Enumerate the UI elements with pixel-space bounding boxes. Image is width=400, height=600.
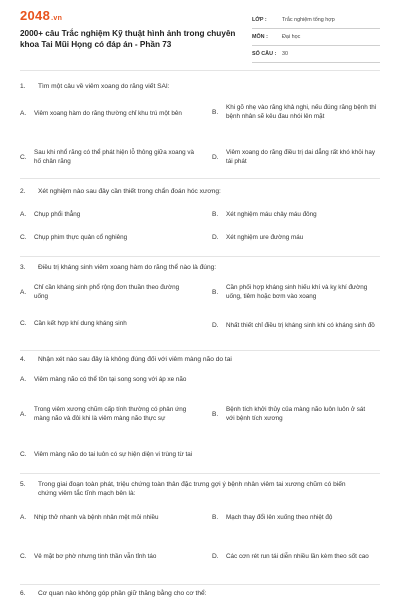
question-number: 6.: [20, 590, 26, 597]
answer-option-b[interactable]: [212, 402, 380, 428]
option-letter: B.: [212, 288, 219, 296]
answer-option-a[interactable]: [20, 210, 212, 220]
question-number: 1.: [20, 83, 26, 90]
question-number: 3.: [20, 264, 26, 271]
question-stem: Điều trị kháng sinh viêm xoang hàm do răng thể nào là đúng:: [38, 264, 217, 271]
answer-option-b[interactable]: [212, 280, 380, 306]
option-letter: D.: [212, 552, 219, 560]
question-text: [20, 589, 380, 598]
question-number: 5.: [20, 481, 26, 488]
option-letter: A.: [20, 375, 27, 383]
meta-key: LỚP :: [252, 17, 267, 23]
option-text: Chỉ cần kháng sinh phổ rộng đơn thuần theo đường uống: [34, 284, 180, 300]
option-letter: B.: [212, 513, 219, 521]
option-letter: B.: [212, 108, 219, 116]
option-text: Sau khi nhổ răng có thể phát hiện lỗ thông giữa xoang và hố chân răng: [34, 149, 195, 165]
question-stem: Xét nghiệm nào sau đây cần thiết trong chẩn đoán hóc xương:: [38, 188, 221, 195]
option-text: Viêm màng não do tai luôn có sự hiện diện vi trùng từ tai: [34, 450, 193, 458]
option-letter: B.: [212, 210, 219, 218]
option-text: Chụp phim thực quản cổ nghiêng: [34, 233, 128, 241]
question-text: [20, 355, 380, 364]
option-letter: D.: [212, 321, 219, 329]
answer-option-c[interactable]: [20, 233, 212, 243]
site-logo[interactable]: 2048.vn: [20, 8, 63, 23]
answer-option-c[interactable]: [20, 545, 212, 569]
divider: [20, 256, 380, 257]
option-text: Nhịp thở nhanh và bệnh nhân mệt mỏi nhiều: [34, 513, 159, 521]
meta-value: Đại học: [282, 34, 301, 40]
answer-option-c[interactable]: [20, 319, 212, 329]
option-text: Cần kết hợp khí dung kháng sinh: [34, 319, 127, 327]
option-letter: A.: [20, 288, 27, 296]
meta-key: SỐ CÂU :: [252, 51, 277, 57]
meta-row-subject: [252, 29, 380, 46]
question-number: 2.: [20, 188, 26, 195]
option-text: Cần phối hợp kháng sinh hiếu khí và kỵ khí đường uống, tiêm hoặc bơm vào xoang: [226, 284, 368, 300]
option-letter: C.: [20, 450, 27, 458]
option-text: Các cơn rét run tái diễn nhiều lần kèm theo sốt cao: [226, 552, 369, 560]
divider: [20, 178, 380, 179]
answer-option-a-alt[interactable]: [20, 397, 212, 433]
answer-option-b[interactable]: [212, 210, 380, 220]
option-text: Nhất thiết chỉ điều trị kháng sinh khi có kháng sinh đồ: [226, 321, 375, 329]
question-stem: Trong giai đoạn toàn phát, triệu chứng toàn thân đặc trưng gợi ý bệnh nhân viêm tai xương chũm có biến chứng viêm tắc tĩnh mạch bên là:: [38, 481, 346, 497]
option-text: Viêm xoang hàm do răng thường chỉ khu trú một bên: [34, 109, 182, 117]
option-letter: C.: [20, 319, 27, 327]
question-text: [20, 480, 380, 498]
option-letter: C.: [20, 233, 27, 241]
document-header: [0, 0, 400, 62]
answer-option-b[interactable]: [212, 96, 380, 130]
question-stem: Cơ quan nào không góp phần giữ thăng bằng cho cơ thể:: [38, 590, 207, 597]
option-text: Chụp phổi thẳng: [34, 210, 81, 218]
question-stem: Nhận xét nào sau đây là không đúng đối với viêm màng não do tai: [38, 356, 232, 363]
option-text: Xét nghiệm máu chảy máu đông: [226, 210, 317, 218]
answer-option-a[interactable]: [20, 375, 380, 385]
answer-option-d[interactable]: [212, 146, 380, 170]
option-letter: A.: [20, 109, 27, 117]
answer-option-a[interactable]: [20, 100, 200, 128]
answer-option-a[interactable]: [20, 280, 212, 306]
question-number: 4.: [20, 356, 26, 363]
option-letter: A.: [20, 513, 27, 521]
option-letter: D.: [212, 233, 219, 241]
option-text: Trong viêm xương chũm cấp tính thường có phản ứng màng não và đôi khi là viêm màng não thực sự: [34, 406, 187, 422]
divider: [20, 350, 380, 351]
meta-row-class: [252, 12, 380, 29]
meta-value: Trắc nghiệm tổng hợp: [282, 17, 335, 23]
answer-option-d[interactable]: [212, 314, 380, 338]
option-letter: A.: [20, 410, 27, 418]
option-text: Mạch thay đổi lên xuống theo nhiệt độ: [226, 513, 333, 521]
document-meta: [252, 12, 380, 63]
answer-option-d[interactable]: [212, 233, 380, 243]
question-stem: Tìm một câu về viêm xoang do răng viết SAI:: [38, 83, 170, 90]
question-text: [20, 263, 380, 272]
option-text: Vẻ mặt bơ phờ nhưng tinh thần vẫn tỉnh táo: [34, 552, 157, 560]
option-text: Viêm xoang do răng điều trị dai dẳng rất khó khỏi hay tái phát: [226, 149, 376, 165]
option-letter: A.: [20, 210, 27, 218]
option-text: Viêm màng não có thể tồn tại song song với áp xe não: [34, 375, 187, 383]
divider: [20, 473, 380, 474]
option-letter: C.: [20, 552, 27, 560]
answer-option-d[interactable]: [212, 545, 380, 569]
question-text: [20, 82, 380, 91]
option-text: Xét nghiệm ure đường máu: [226, 233, 304, 241]
option-text: Bệnh tích khởi thủy của màng não luôn luôn ở sát với bệnh tích xương: [226, 406, 366, 422]
document-title: 2000+ câu Trắc nghiệm Kỹ thuật hình ảnh trong chuyên khoa Tai Mũi Họng có đáp án - Phần 73: [20, 29, 236, 49]
divider: [20, 584, 380, 585]
answer-option-a[interactable]: [20, 506, 212, 530]
answer-option-b[interactable]: [212, 513, 380, 523]
meta-value: 30: [282, 51, 288, 57]
question-text: [20, 187, 380, 196]
option-letter: C.: [20, 153, 27, 161]
option-text: Khi gõ nhẹ vào răng khả nghi, nếu đúng răng bệnh thì bệnh nhân sẽ kêu đau nhói lên mặt: [226, 104, 377, 120]
option-letter: D.: [212, 153, 219, 161]
divider: [20, 70, 380, 71]
meta-row-count: [252, 46, 380, 63]
answer-option-c[interactable]: [20, 146, 212, 170]
answer-option-c[interactable]: [20, 443, 212, 467]
meta-key: MÔN :: [252, 34, 268, 40]
option-letter: B.: [212, 410, 219, 418]
